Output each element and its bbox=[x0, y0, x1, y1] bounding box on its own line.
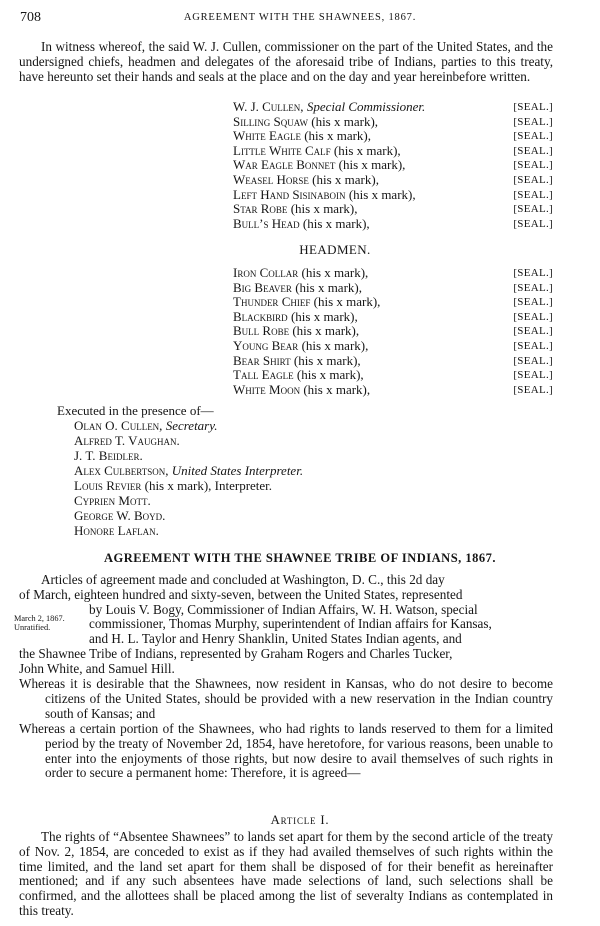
signer-note: (his x mark), bbox=[333, 142, 401, 158]
signer-name: White Moon bbox=[233, 381, 301, 397]
seal-label: [SEAL.] bbox=[513, 281, 553, 294]
signature-row bbox=[233, 339, 553, 354]
preamble-line: of March, eighteen hundred and sixty-seven, between the United States, represented bbox=[19, 586, 463, 602]
signer-name: Silling Squaw bbox=[233, 113, 308, 129]
margin-note-date: March 2, 1867. bbox=[14, 614, 65, 623]
signer-name: White Eagle bbox=[233, 128, 301, 144]
signature-row bbox=[233, 266, 553, 281]
preamble-line: by Louis V. Bogy, Commissioner of Indian Affairs, W. H. Watson, special bbox=[89, 601, 478, 617]
witness-list bbox=[74, 418, 303, 538]
signer-name: W. J. Cullen, bbox=[233, 99, 304, 114]
signer-note: (his x mark), bbox=[303, 381, 371, 397]
signer-name: Bull Robe bbox=[233, 323, 290, 339]
witness-entry bbox=[74, 418, 303, 433]
witness-role: United States Interpreter. bbox=[171, 463, 304, 478]
signer-note: (his x mark), bbox=[290, 308, 358, 324]
signer-name: Thunder Chief bbox=[233, 294, 311, 310]
witness-name: Cyprien Mott. bbox=[74, 493, 151, 508]
signature-row bbox=[233, 115, 553, 130]
witness-entry bbox=[74, 463, 303, 478]
preamble-line: Articles of agreement made and concluded at Washington, D. C., this 2d day bbox=[41, 572, 445, 587]
signature-row bbox=[233, 202, 553, 217]
signer-note: (his x mark), bbox=[293, 352, 361, 368]
signer-name: Iron Collar bbox=[233, 265, 299, 280]
witness-entry bbox=[74, 523, 303, 538]
witness-name: Honore Laflan. bbox=[74, 523, 159, 538]
signature-row bbox=[233, 144, 553, 159]
signature-row bbox=[233, 281, 553, 296]
signer-name: Young Bear bbox=[233, 337, 299, 353]
seal-label: [SEAL.] bbox=[513, 159, 553, 172]
signer-name: Big Beaver bbox=[233, 279, 292, 295]
signer-name: War Eagle Bonnet bbox=[233, 157, 336, 173]
seal-label: [SEAL.] bbox=[513, 203, 553, 216]
signature-row bbox=[233, 217, 553, 232]
seal-label: [SEAL.] bbox=[513, 115, 553, 128]
chiefs-signature-block bbox=[233, 100, 553, 231]
signer-note: (his x mark), bbox=[313, 294, 381, 310]
signature-row bbox=[233, 188, 553, 203]
signature-row bbox=[233, 324, 553, 339]
witness-role: (his x mark), Interpreter. bbox=[144, 478, 273, 493]
article-heading bbox=[0, 813, 600, 828]
preamble-line: John White, and Samuel Hill. bbox=[19, 660, 175, 676]
witness-entry bbox=[74, 448, 303, 463]
signer-note: (his x mark), bbox=[311, 113, 379, 129]
seal-label: [SEAL.] bbox=[513, 144, 553, 157]
seal-label: [SEAL.] bbox=[513, 173, 553, 186]
signer-name: Weasel Horse bbox=[233, 171, 309, 187]
signer-note: (his x mark), bbox=[296, 367, 364, 383]
witness-name: George W. Boyd. bbox=[74, 508, 166, 523]
signature-row bbox=[233, 173, 553, 188]
preamble-line: the Shawnee Tribe of Indians, represented by Graham Rogers and Charles Tucker, bbox=[19, 645, 453, 661]
signature-row bbox=[233, 383, 553, 398]
witness-entry bbox=[74, 478, 303, 493]
signer-note: Special Commissioner. bbox=[306, 99, 426, 114]
agreement-preamble bbox=[19, 573, 553, 677]
running-title: AGREEMENT WITH THE SHAWNEES, 1867. bbox=[183, 12, 417, 23]
preamble-line: and H. L. Taylor and Henry Shanklin, United States Indian agents, and bbox=[89, 631, 462, 647]
signer-note: (his x mark), bbox=[292, 323, 360, 339]
margin-note-status: Unratified. bbox=[14, 623, 51, 632]
signer-note: (his x mark), bbox=[301, 265, 369, 280]
signature-row bbox=[233, 368, 553, 383]
page-number: 708 bbox=[20, 10, 41, 25]
signer-name: Bull’s Head bbox=[233, 215, 300, 231]
witness-entry bbox=[74, 493, 303, 508]
executed-intro: Executed in the presence of— bbox=[57, 403, 214, 418]
signer-note: (his x mark), bbox=[312, 171, 379, 187]
seal-label: [SEAL.] bbox=[513, 296, 553, 309]
signer-name: Star Robe bbox=[233, 201, 288, 217]
witness-name: Olan O. Cullen, bbox=[74, 418, 163, 433]
signature-row bbox=[233, 354, 553, 369]
preamble-line: commissioner, Thomas Murphy, superintendent of Indian affairs for Kansas, bbox=[89, 616, 492, 632]
signer-name: Little White Calf bbox=[233, 142, 331, 158]
witness-paragraph: In witness whereof, the said W. J. Cullen, commissioner on the part of the United States, and the undersigned chiefs, headmen and delegates of the aforesaid tribe of Indians, parties to this treaty, have hereunto set their hands and seals at the place and on the day and year hereinbefore written. bbox=[19, 39, 553, 84]
signer-note: (his x mark), bbox=[295, 279, 362, 295]
witness-name: Alfred T. Vaughan. bbox=[74, 433, 180, 448]
witness-entry bbox=[74, 433, 303, 448]
seal-label: [SEAL.] bbox=[513, 383, 553, 396]
witness-name: Alex Culbertson, bbox=[74, 463, 169, 478]
seal-label: [SEAL.] bbox=[513, 267, 553, 279]
agreement-title: AGREEMENT WITH THE SHAWNEE TRIBE OF INDIANS, 1867. bbox=[103, 551, 497, 565]
page-header bbox=[20, 10, 580, 28]
witness-name: J. T. Beidler. bbox=[74, 448, 143, 463]
signature-row bbox=[233, 310, 553, 325]
article-heading-text: Article I. bbox=[270, 813, 330, 827]
whereas-clause-2: Whereas a certain portion of the Shawnees, who had rights to lands reserved to them for a limited period by the treaty of November 2d, 1854, have heretofore, for various reasons, been unable to enter into the enjoyments of those rights, but now desire to avail themselves of such rights in order to secure a permanent home: Therefore, it is agreed— bbox=[19, 721, 553, 781]
signer-note: (his x mark), bbox=[301, 337, 369, 353]
signer-note: (his x mark), bbox=[290, 201, 358, 217]
seal-label: [SEAL.] bbox=[513, 101, 553, 113]
seal-label: [SEAL.] bbox=[513, 217, 553, 230]
article-text: The rights of “Absentee Shawnees” to lands set apart for them by the second article of the treaty of Nov. 2, 1854, are conceded to exist as if they had availed themselves of such rights within the time limited, and the land set apart for them shall be disposed of for their benefit as hereinafter mentioned; and if any such absentees have made selections of land, such selections shall be confirmed, and the allottees shall be placed among the list of severalty Indians as contemplated in this treaty. bbox=[19, 829, 553, 918]
signature-row bbox=[233, 158, 553, 173]
witness-role: Secretary. bbox=[165, 418, 218, 433]
signer-note: (his x mark), bbox=[338, 157, 406, 173]
headmen-signature-block bbox=[233, 266, 553, 397]
signer-note: (his x mark), bbox=[304, 128, 371, 144]
signature-row bbox=[233, 100, 553, 115]
seal-label: [SEAL.] bbox=[513, 188, 553, 201]
signer-name: Bear Shirt bbox=[233, 352, 291, 368]
signer-name: Left Hand Sisinaboin bbox=[233, 186, 346, 202]
witness-entry bbox=[74, 508, 303, 523]
signer-name: Blackbird bbox=[233, 308, 288, 324]
signer-note: (his x mark), bbox=[302, 215, 370, 231]
seal-label: [SEAL.] bbox=[513, 369, 553, 382]
seal-label: [SEAL.] bbox=[513, 130, 553, 143]
signer-note: (his x mark), bbox=[348, 186, 416, 202]
signature-row bbox=[233, 129, 553, 144]
seal-label: [SEAL.] bbox=[513, 339, 553, 352]
signer-name: Tall Eagle bbox=[233, 367, 294, 383]
seal-label: [SEAL.] bbox=[513, 325, 553, 338]
whereas-clause-1: Whereas it is desirable that the Shawnees, now resident in Kansas, who do not desire to become citizens of the United States, should be provided with a new reservation in the Indian country south of Kansas; and bbox=[19, 676, 553, 721]
witness-name: Louis Revier bbox=[74, 478, 142, 493]
headmen-heading: HEADMEN. bbox=[299, 242, 371, 257]
signature-row bbox=[233, 295, 553, 310]
seal-label: [SEAL.] bbox=[513, 310, 553, 323]
seal-label: [SEAL.] bbox=[513, 354, 553, 367]
